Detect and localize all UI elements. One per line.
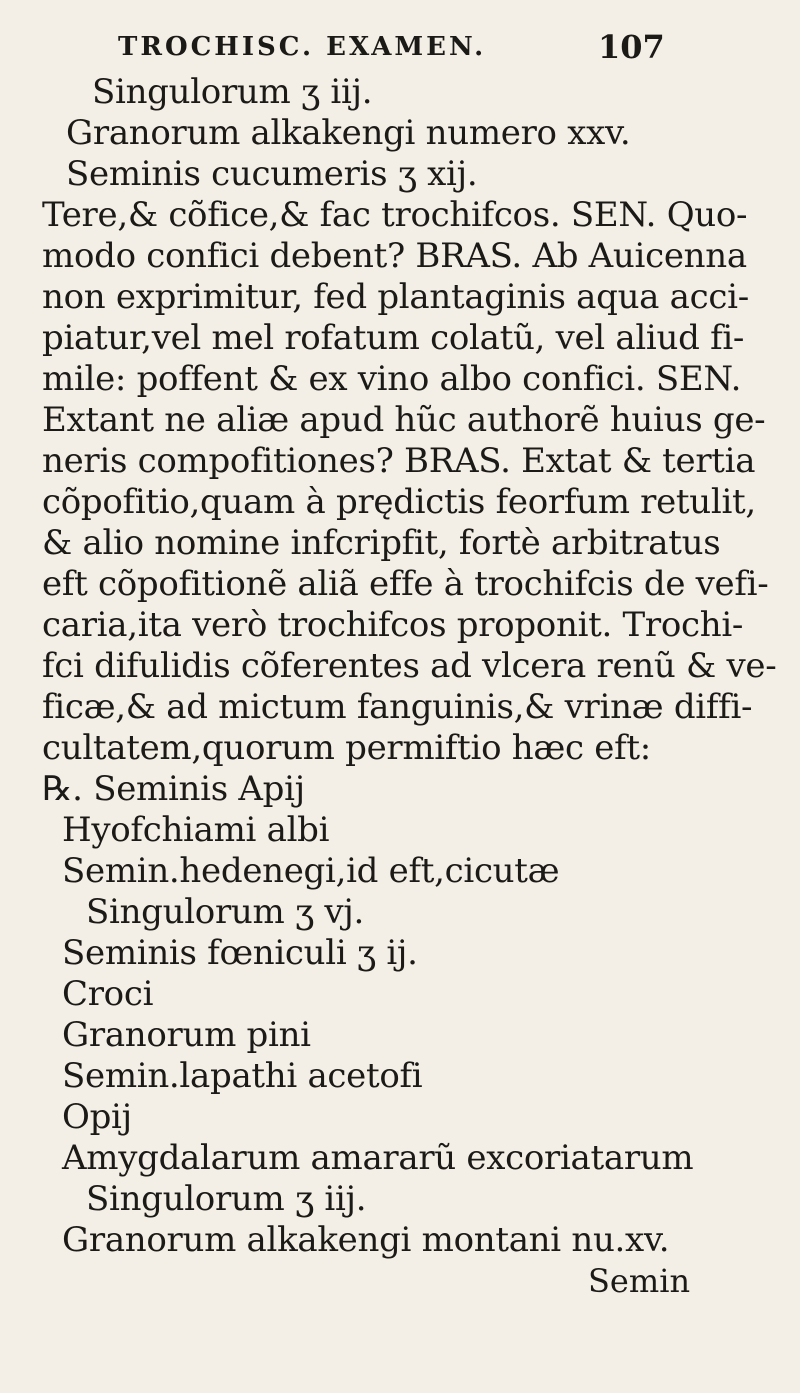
text-line: & alio nomine infcripfit, fortè arbitratus bbox=[42, 523, 721, 563]
text-line: Granorum pini bbox=[62, 1015, 311, 1055]
text-line: piatur,vel mel rofatum colatũ, vel aliud fi- bbox=[42, 318, 745, 358]
text-line: ficæ,& ad mictum fanguinis,& vrinæ diffi- bbox=[42, 687, 753, 727]
text-line: Amygdalarum amararũ excoriatarum bbox=[62, 1138, 694, 1178]
text-line: Singulorum ʒ iij. bbox=[86, 1179, 367, 1219]
text-line: Opij bbox=[62, 1097, 132, 1137]
text-line: Seminis cucumeris ʒ xij. bbox=[66, 154, 478, 194]
text-line: Extant ne aliæ apud hũc authorẽ huius ge- bbox=[42, 400, 766, 440]
text-line: Granorum alkakengi numero xxv. bbox=[66, 113, 631, 153]
catchword: Semin bbox=[588, 1262, 691, 1300]
text-line: ℞. Seminis Apij bbox=[42, 769, 305, 809]
text-line: Croci bbox=[62, 974, 154, 1014]
text-line: Hyofchiami albi bbox=[62, 810, 330, 850]
text-line: eft cõpofitionẽ aliã effe à trochifcis de vefi- bbox=[42, 564, 769, 604]
text-line: Singulorum ʒ vj. bbox=[86, 892, 365, 932]
text-line: Semin.lapathi acetofi bbox=[62, 1056, 423, 1096]
running-title: TROCHISC. EXAMEN. bbox=[118, 32, 487, 62]
text-line: Seminis fœniculi ʒ ij. bbox=[62, 933, 418, 973]
text-line: caria,ita verò trochifcos proponit. Trochi- bbox=[42, 605, 744, 645]
text-line: cõpofitio,quam à prędictis feorfum retulit, bbox=[42, 482, 756, 522]
text-line: fci difulidis cõferentes ad vlcera renũ & ve- bbox=[42, 646, 777, 686]
text-line: neris compofitiones? BRAS. Extat & tertia bbox=[42, 441, 756, 481]
text-line: Tere,& cõfice,& fac trochifcos. SEN. Quo- bbox=[42, 195, 748, 235]
text-line: non exprimitur, fed plantaginis aqua acci- bbox=[42, 277, 749, 317]
text-line: Granorum alkakengi montani nu.xv. bbox=[62, 1220, 670, 1260]
text-line: cultatem,quorum permiftio hæc eft: bbox=[42, 728, 651, 768]
text-line: mile: poffent & ex vino albo confici. SEN. bbox=[42, 359, 742, 399]
page-number: 107 bbox=[598, 28, 665, 66]
text-line: Singulorum ʒ iij. bbox=[92, 72, 373, 112]
text-line: modo confici debent? BRAS. Ab Auicenna bbox=[42, 236, 747, 276]
text-line: Semin.hedenegi,id eft,cicutæ bbox=[62, 851, 560, 891]
